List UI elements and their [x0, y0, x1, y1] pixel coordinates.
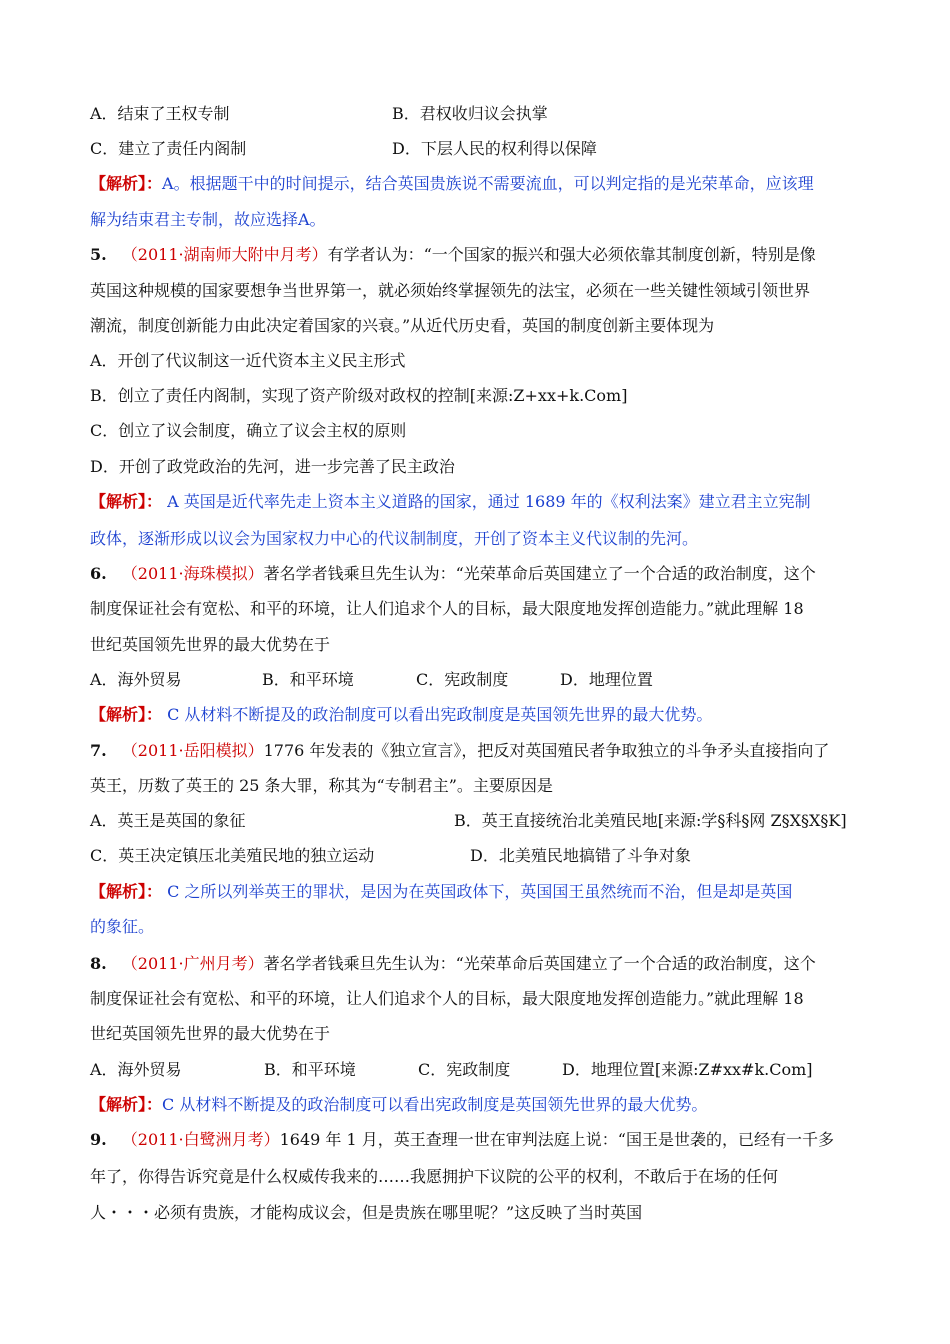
q5-analysis-line-1	[90, 492, 865, 512]
q9-stem-text-2: 年了，你得告诉究竟是什么权威传我来的……我愿拥护下议院的公平的权利，不敢后于在场的任何	[90, 1167, 779, 1186]
q8-option-a: A．海外贸易	[90, 1060, 182, 1079]
q4-analysis-line-1	[90, 174, 865, 194]
q8-number: 8.	[90, 954, 107, 973]
analysis-tag: 【解析】：	[90, 174, 163, 193]
q7-analysis-text-1: C 之所以列举英王的罪状，是因为在英国政体下，英国国王虽然统而不治，但是却是英国	[162, 882, 793, 901]
q6-stem-text-2: 制度保证社会有宽松、和平的环境，让人们追求个人的目标，最大限度地发挥创造能力。”就此理解 18	[90, 599, 804, 618]
q5-option-a: A．开创了代议制这一近代资本主义民主形式	[90, 351, 406, 370]
q9-stem-text-1: 1649 年 1 月，英王查理一世在审判法庭上说：“国王是世袭的，已经有一千多	[279, 1130, 834, 1149]
q5-stem-line-1	[90, 245, 865, 265]
q6-stem-text-1: 著名学者钱乘旦先生认为：“光荣革命后英国建立了一个合适的政治制度，这个	[263, 564, 816, 583]
q5-option-d: D．开创了政党政治的先河，进一步完善了民主政治	[90, 457, 455, 476]
q8-stem-text-1: 著名学者钱乘旦先生认为：“光荣革命后英国建立了一个合适的政治制度，这个	[263, 954, 816, 973]
q5-stem-line-3	[90, 316, 865, 336]
q5-analysis-text-2: 政体，逐渐形成以议会为国家权力中心的代议制制度，开创了资本主义代议制的先河。	[90, 529, 699, 548]
q4-option-b: B．君权收归议会执掌	[392, 104, 548, 123]
analysis-tag: 【解析】：	[90, 882, 163, 901]
q5-analysis-text-1: A 英国是近代率先走上资本主义道路的国家，通过 1689 年的《权利法案》建立君主立宪制	[162, 492, 811, 511]
q6-option-a: A．海外贸易	[90, 670, 182, 689]
q4-analysis-text-1: A。根据题干中的时间提示，结合英国贵族说不需要流血，可以判定指的是光荣革命，应该理	[162, 174, 814, 193]
analysis-tag: 【解析】：	[90, 705, 163, 724]
q5-stem-text-2: 英国这种规模的国家要想争当世界第一，就必须始终掌握领先的法宝，必须在一些关键性领域引领世界	[90, 281, 811, 300]
q4-analysis-line-2	[90, 210, 865, 230]
q7-stem-text-2: 英王，历数了英王的 25 条大罪，称其为“专制君主”。主要原因是	[90, 776, 553, 795]
q9-source: （2011·白鹭洲月考）	[121, 1130, 280, 1149]
q7-option-c: C．英王决定镇压北美殖民地的独立运动	[90, 846, 375, 865]
q5-stem-line-2	[90, 281, 865, 301]
q5-source: （2011·湖南师大附中月考）	[121, 245, 328, 264]
q5-number: 5.	[90, 245, 107, 264]
analysis-tag: 【解析】：	[90, 1095, 163, 1114]
q6-analysis-text-1: C 从材料不断提及的政治制度可以看出宪政制度是英国领先世界的最大优势。	[162, 705, 713, 724]
q8-option-b: B．和平环境	[264, 1060, 356, 1079]
q5-option-c: C．创立了议会制度，确立了议会主权的原则	[90, 421, 407, 440]
q6-stem-line-1	[90, 564, 865, 584]
q8-analysis-line-1	[90, 1095, 865, 1115]
q5-option-b: B．创立了责任内阁制，实现了资产阶级对政权的控制[来源:Z+xx+k.Com]	[90, 386, 628, 405]
q5-analysis-line-2	[90, 529, 865, 549]
q8-stem-text-2: 制度保证社会有宽松、和平的环境，让人们追求个人的目标，最大限度地发挥创造能力。”就此理解 18	[90, 989, 804, 1008]
q9-stem-line-1	[90, 1130, 865, 1150]
q4-option-a: A．结束了王权专制	[90, 104, 230, 123]
q8-option-d: D．地理位置[来源:Z#xx#k.Com]	[562, 1060, 813, 1079]
q7-stem-line-1	[90, 741, 865, 761]
q4-option-c: C．建立了责任内阁制	[90, 139, 247, 158]
q6-analysis-line-1	[90, 705, 865, 725]
q4-analysis-text-2: 解为结束君主专制，故应选择A。	[90, 210, 326, 229]
q7-number: 7.	[90, 741, 107, 760]
q5-stem-text-3: 潮流，制度创新能力由此决定着国家的兴衰。”从近代历史看，英国的制度创新主要体现为	[90, 316, 715, 335]
q7-option-a: A．英王是英国的象征	[90, 811, 246, 830]
q4-option-d: D．下层人民的权利得以保障	[392, 139, 597, 158]
q6-number: 6.	[90, 564, 107, 583]
q7-option-d: D．北美殖民地搞错了斗争对象	[470, 846, 691, 865]
q8-stem-line-1	[90, 954, 865, 974]
q7-source: （2011·岳阳模拟）	[121, 741, 264, 760]
q6-option-b: B．和平环境	[262, 670, 354, 689]
q6-source: （2011·海珠模拟）	[121, 564, 264, 583]
q5-option-c-line	[90, 421, 865, 441]
q8-option-c: C．宪政制度	[418, 1060, 511, 1079]
q7-analysis-text-2: 的象征。	[90, 917, 155, 936]
analysis-tag: 【解析】：	[90, 492, 163, 511]
q9-number: 9.	[90, 1130, 107, 1149]
q6-stem-line-2	[90, 599, 865, 619]
q5-option-d-line	[90, 457, 865, 477]
q7-stem-text-1: 1776 年发表的《独立宣言》，把反对英国殖民者争取独立的斗争矛头直接指向了	[263, 741, 830, 760]
q6-stem-text-3: 世纪英国领先世界的最大优势在于	[90, 635, 331, 654]
q5-option-b-line	[90, 386, 865, 406]
q8-source: （2011·广州月考）	[121, 954, 264, 973]
q8-analysis-text-1: C 从材料不断提及的政治制度可以看出宪政制度是英国领先世界的最大优势。	[162, 1095, 708, 1114]
q8-stem-line-2	[90, 989, 865, 1009]
q9-stem-line-2	[90, 1167, 865, 1187]
q6-option-d: D．地理位置	[560, 670, 653, 689]
q7-option-b: B．英王直接统治北美殖民地[来源:学§科§网 Z§X§X§K]	[454, 811, 847, 830]
q6-option-c: C．宪政制度	[416, 670, 509, 689]
q9-stem-line-3	[90, 1203, 865, 1223]
q7-stem-line-2	[90, 776, 865, 796]
q6-stem-line-3	[90, 635, 865, 655]
q9-stem-text-3: 人・・・必须有贵族，才能构成议会，但是贵族在哪里呢？”这反映了当时英国	[90, 1203, 643, 1222]
q7-analysis-line-2	[90, 917, 865, 937]
q8-stem-line-3	[90, 1024, 865, 1044]
q5-stem-text-1: 有学者认为：“一个国家的振兴和强大必须依靠其制度创新，特别是像	[327, 245, 816, 264]
q5-option-a-line	[90, 351, 865, 371]
q7-analysis-line-1	[90, 882, 865, 902]
q8-stem-text-3: 世纪英国领先世界的最大优势在于	[90, 1024, 331, 1043]
